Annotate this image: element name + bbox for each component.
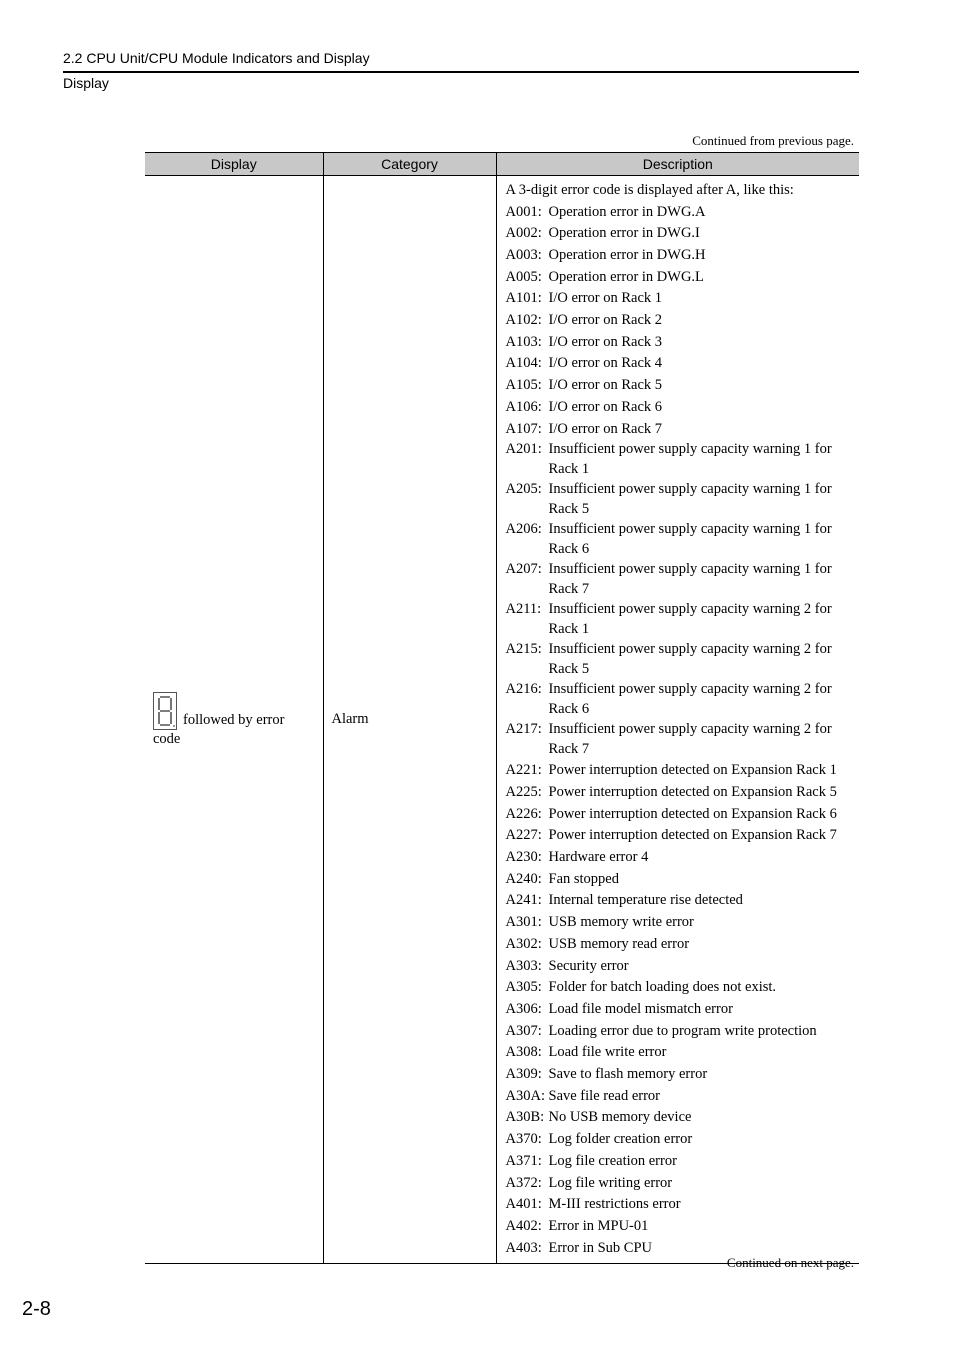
list-item	[506, 1216, 854, 1238]
error-description: Insufficient power supply capacity warning 1 for Rack 6	[548, 521, 832, 557]
list-item	[506, 397, 854, 419]
list-item	[506, 267, 854, 289]
list-item	[506, 288, 854, 310]
error-description: Insufficient power supply capacity warning 2 for Rack 6	[548, 681, 832, 717]
seven-segment-icon	[153, 692, 177, 730]
list-item	[506, 956, 854, 978]
list-item	[506, 999, 854, 1021]
error-code: A307:	[505, 1022, 542, 1039]
error-code: A103:	[505, 333, 542, 350]
list-item	[506, 804, 854, 826]
display-followed-text: followed by error	[183, 711, 285, 728]
error-code: A215:	[505, 641, 542, 658]
list-item	[506, 1042, 854, 1064]
error-code: A226:	[505, 805, 542, 822]
error-description: Log file writing error	[548, 1174, 673, 1191]
list-item	[506, 847, 854, 869]
error-code: A401:	[505, 1196, 542, 1213]
list-item	[506, 600, 854, 640]
list-item	[506, 640, 854, 680]
error-description: I/O error on Rack 3	[548, 333, 663, 350]
error-description: Error in MPU-01	[548, 1218, 649, 1234]
error-description: Load file model mismatch error	[548, 1000, 733, 1017]
column-header-description: Description	[496, 153, 859, 176]
list-item	[506, 223, 854, 245]
list-item	[506, 977, 854, 999]
list-item	[506, 912, 854, 934]
error-description: Loading error due to program write protection	[548, 1022, 817, 1039]
error-description: I/O error on Rack 5	[548, 377, 663, 394]
error-code: A221:	[505, 762, 542, 779]
page-number: 2-8	[22, 1298, 51, 1320]
error-description: Insufficient power supply capacity warning 1 for Rack 5	[548, 481, 832, 517]
error-code: A301:	[505, 914, 542, 931]
section-title: 2.2 CPU Unit/CPU Module Indicators and Display	[63, 50, 370, 66]
list-item	[506, 680, 854, 720]
list-item	[506, 1107, 854, 1129]
list-item	[506, 1021, 854, 1043]
list-item	[506, 1194, 854, 1216]
error-description: Fan stopped	[548, 870, 619, 887]
subsection-title: Display	[63, 75, 109, 91]
error-code-table	[145, 152, 859, 1264]
error-description: Power interruption detected on Expansion Rack 1	[548, 762, 837, 779]
error-code: A302:	[505, 935, 542, 952]
list-item	[506, 890, 854, 912]
list-item	[506, 1129, 854, 1151]
category-cell: Alarm	[323, 176, 496, 1264]
error-description: Security error	[548, 957, 629, 974]
list-item	[506, 1173, 854, 1195]
error-code: A206:	[505, 521, 542, 538]
error-code: A371:	[505, 1152, 542, 1169]
error-description: USB memory write error	[548, 914, 694, 931]
error-code-list	[506, 202, 854, 1260]
error-code: A305:	[505, 979, 542, 996]
list-item	[506, 310, 854, 332]
table-row	[145, 176, 859, 1264]
error-description: Hardware error 4	[548, 849, 649, 866]
error-description: I/O error on Rack 4	[548, 355, 663, 372]
list-item	[506, 332, 854, 354]
error-description: I/O error on Rack 2	[548, 312, 663, 329]
list-item	[506, 480, 854, 520]
column-header-display: Display	[145, 153, 323, 176]
error-code: A106:	[505, 398, 542, 415]
list-item	[506, 520, 854, 560]
error-code: A001:	[505, 203, 542, 220]
error-description: I/O error on Rack 7	[548, 420, 663, 437]
list-item	[506, 353, 854, 375]
error-code: A102:	[505, 312, 542, 329]
error-description: Insufficient power supply capacity warning 2 for Rack 7	[548, 721, 832, 757]
list-item	[506, 720, 854, 760]
error-description: Log file creation error	[548, 1152, 677, 1169]
list-item	[506, 782, 854, 804]
error-description: Power interruption detected on Expansion Rack 7	[548, 827, 837, 844]
error-code: A104:	[505, 355, 542, 372]
error-description: Log folder creation error	[548, 1131, 693, 1148]
error-description: Operation error in DWG.A	[548, 203, 706, 220]
list-item	[506, 1151, 854, 1173]
error-code: A216:	[505, 681, 542, 698]
error-code: A101:	[505, 290, 542, 307]
error-code: A30A:	[505, 1087, 545, 1104]
error-code: A002:	[505, 225, 542, 242]
list-item	[506, 1086, 854, 1108]
error-description: Save to flash memory error	[548, 1066, 708, 1083]
header-rule	[63, 71, 859, 73]
list-item	[506, 560, 854, 600]
error-code: A30B:	[505, 1109, 545, 1126]
error-code: A003:	[505, 246, 542, 263]
error-description: Load file write error	[548, 1044, 667, 1061]
error-code: A225:	[505, 783, 542, 800]
table-header-row	[145, 153, 859, 176]
error-description: Power interruption detected on Expansion Rack 6	[548, 805, 837, 822]
description-intro: A 3-digit error code is displayed after A, like this:	[505, 182, 794, 198]
list-item	[506, 1064, 854, 1086]
error-description: Insufficient power supply capacity warning 2 for Rack 1	[548, 601, 832, 637]
error-description: I/O error on Rack 6	[548, 398, 663, 415]
error-description: No USB memory device	[548, 1109, 692, 1126]
display-cell	[145, 176, 323, 1264]
error-code: A211:	[505, 601, 542, 618]
list-item	[506, 825, 854, 847]
list-item	[506, 440, 854, 480]
error-code: A403:	[505, 1239, 542, 1256]
column-header-category: Category	[323, 153, 496, 176]
error-description: Error in Sub CPU	[548, 1239, 653, 1256]
error-code: A370:	[505, 1131, 542, 1148]
error-code: A306:	[505, 1000, 542, 1017]
error-description: Operation error in DWG.H	[548, 246, 706, 263]
list-item	[506, 245, 854, 267]
error-description: USB memory read error	[548, 935, 690, 952]
continued-from-note: Continued from previous page.	[692, 133, 854, 148]
error-code: A230:	[505, 849, 542, 866]
error-code: A105:	[505, 377, 542, 394]
error-code: A309:	[505, 1066, 542, 1083]
error-description: M-III restrictions error	[548, 1196, 681, 1213]
error-code: A308:	[505, 1044, 542, 1061]
error-code: A241:	[505, 892, 542, 909]
error-code: A372:	[505, 1174, 542, 1191]
description-cell	[496, 176, 859, 1264]
error-code: A217:	[505, 721, 542, 738]
list-item	[506, 934, 854, 956]
continued-on-note: Continued on next page.	[726, 1255, 854, 1270]
error-description: Insufficient power supply capacity warning 1 for Rack 1	[548, 441, 832, 477]
error-code: A303:	[505, 957, 542, 974]
error-code: A240:	[505, 870, 542, 887]
error-description: Operation error in DWG.I	[548, 225, 700, 242]
error-description: Folder for batch loading does not exist.	[548, 979, 777, 996]
error-description: Insufficient power supply capacity warning 1 for Rack 7	[548, 561, 832, 597]
error-code: A207:	[505, 561, 542, 578]
error-description: I/O error on Rack 1	[548, 290, 663, 307]
error-code: A205:	[505, 481, 542, 498]
list-item	[506, 375, 854, 397]
error-code: A005:	[505, 268, 542, 285]
error-code: A201:	[505, 441, 542, 458]
list-item	[506, 760, 854, 782]
error-description: Operation error in DWG.L	[548, 268, 704, 285]
display-code-text: code	[153, 730, 181, 747]
list-item	[506, 869, 854, 891]
error-description: Save file read error	[548, 1087, 661, 1104]
error-description: Power interruption detected on Expansion Rack 5	[548, 783, 837, 800]
error-code: A402:	[505, 1218, 542, 1234]
list-item	[506, 419, 854, 441]
seven-segment-digit-icon	[154, 693, 176, 729]
list-item	[506, 202, 854, 224]
error-description: Insufficient power supply capacity warning 2 for Rack 5	[548, 641, 832, 677]
error-description: Internal temperature rise detected	[548, 892, 743, 909]
error-code: A227:	[505, 827, 542, 844]
error-code: A107:	[505, 420, 542, 437]
